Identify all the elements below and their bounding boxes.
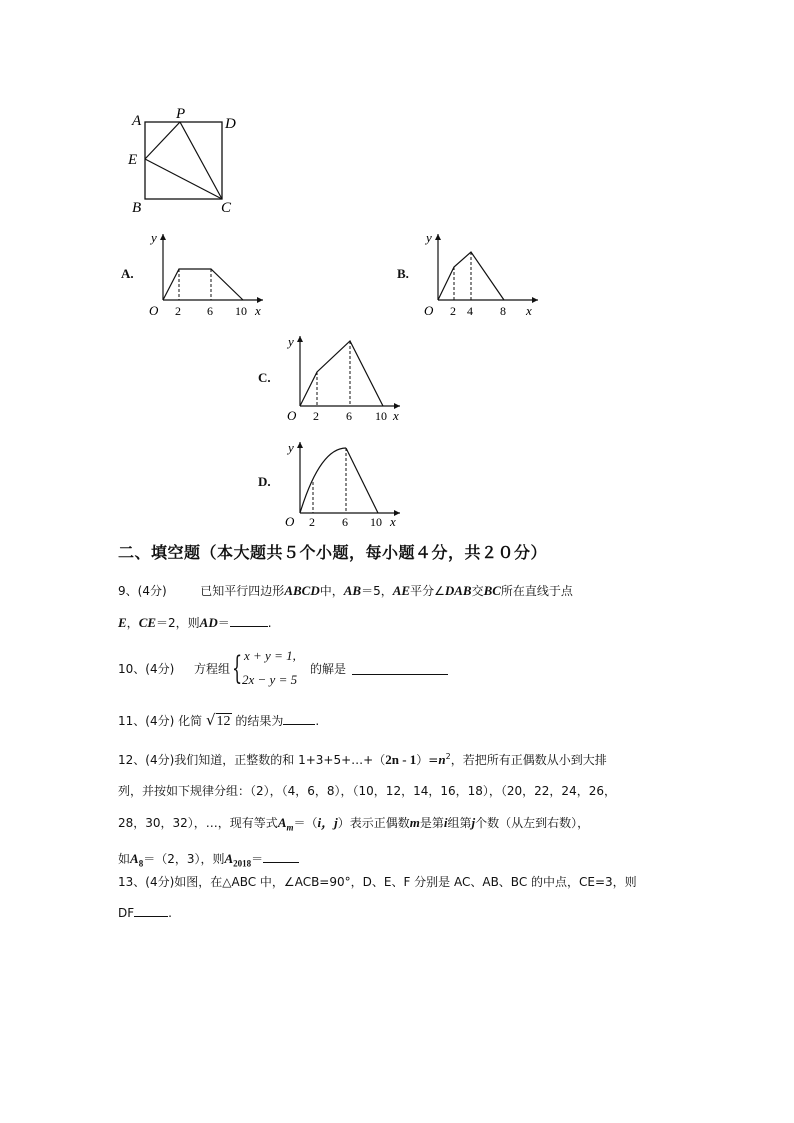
- math-term: AD: [199, 615, 218, 630]
- tick-label: 6: [342, 515, 348, 528]
- answer-blank[interactable]: [134, 902, 168, 917]
- tick-label: 6: [346, 409, 352, 423]
- question-9: [118, 575, 678, 639]
- question-text: 化简: [178, 714, 203, 728]
- question-text: 28，30，32），…，现有等式: [118, 816, 278, 830]
- y-axis-label: y: [151, 230, 157, 245]
- math-term: E: [118, 615, 127, 630]
- math-subscript: 2018: [233, 858, 252, 869]
- question-text: ＝: [251, 852, 264, 867]
- math-term: m: [409, 815, 420, 830]
- x-axis-label: x: [390, 514, 396, 528]
- question-text: DF: [118, 906, 135, 920]
- question-text: ，若把所有正偶数从小到大排: [450, 753, 607, 767]
- tick-label: 6: [207, 304, 213, 318]
- question-text: 列，并按如下规律分组：（2），（4，6，8），（10，12，14，16，18），（20，22，24，26，: [118, 784, 616, 798]
- math-term: AB: [343, 583, 362, 598]
- math-term: AE: [392, 583, 411, 598]
- question-12: [118, 741, 678, 880]
- y-axis-label: y: [288, 334, 294, 349]
- origin-label: O: [287, 408, 297, 423]
- question-text: .: [315, 714, 320, 728]
- tick-label: 10: [370, 515, 382, 528]
- question-text: 的结果为: [235, 714, 284, 728]
- question-number: 12、(4分): [118, 753, 175, 767]
- question-13: [118, 867, 678, 929]
- math-subscript: m: [286, 822, 294, 833]
- math-term: 2n - 1: [385, 752, 417, 767]
- sqrt-radicand: 12: [216, 714, 231, 729]
- option-c-graph: [282, 332, 407, 424]
- option-d-label: D.: [258, 474, 271, 489]
- question-text: ＝: [217, 616, 230, 630]
- origin-label: O: [424, 303, 434, 318]
- label-e: E: [128, 152, 138, 168]
- question-text: ＝（2，3），则: [143, 852, 225, 867]
- question-text: ，: [126, 616, 139, 630]
- tick-label: 2: [309, 515, 315, 528]
- question-text: 个数（从左到右数），: [475, 816, 590, 830]
- question-text: 所在直线于点: [500, 584, 573, 598]
- label-a: A: [132, 113, 142, 129]
- question-text: 中，: [319, 584, 344, 598]
- question-10: [118, 646, 678, 692]
- option-a-label: A.: [121, 266, 134, 281]
- question-number: 13、(4分): [118, 875, 175, 889]
- x-axis-label: x: [255, 303, 261, 318]
- tick-label: 4: [467, 304, 473, 318]
- math-term: DAB: [444, 583, 472, 598]
- question-text: 交: [471, 584, 484, 598]
- option-c-label: C.: [258, 370, 271, 385]
- label-p: P: [176, 106, 186, 122]
- math-term: j: [471, 815, 476, 830]
- answer-blank[interactable]: [230, 612, 268, 627]
- math-term: A: [277, 815, 287, 830]
- question-text: 方程组: [194, 662, 231, 676]
- question-text: ＝5，: [361, 584, 393, 598]
- square-figure: [120, 102, 250, 217]
- y-axis-label: y: [288, 440, 294, 455]
- question-text: 已知平行四边形: [200, 584, 285, 598]
- question-text: 如: [118, 852, 131, 867]
- tick-label: 8: [500, 304, 506, 318]
- section-title: 二、填空题（本大题共５个小题，每小题４分，共２０分）: [118, 543, 548, 562]
- equation-line: 2x − y = 5: [242, 672, 298, 687]
- math-term: i，j: [317, 815, 338, 830]
- math-subscript: 8: [138, 858, 144, 869]
- answer-blank[interactable]: [283, 710, 315, 725]
- question-text: 我们知道，正整数的和 1+3+5+…+（: [174, 753, 386, 767]
- question-text: 平分∠: [410, 584, 445, 598]
- origin-label: O: [285, 514, 295, 528]
- question-text: ）=: [416, 753, 439, 767]
- math-superscript: 2: [445, 752, 451, 761]
- label-b: B: [132, 200, 142, 216]
- math-term: CE: [138, 615, 157, 630]
- y-axis-label: y: [426, 230, 432, 245]
- equation-line: x + y = 1,: [244, 648, 296, 663]
- option-b-label: B.: [397, 266, 409, 281]
- math-term: n: [438, 752, 446, 767]
- x-axis-label: x: [393, 408, 399, 423]
- math-term: BC: [483, 583, 501, 598]
- question-11: [118, 705, 678, 737]
- question-text: 是第: [419, 816, 444, 830]
- question-text: ＝（: [293, 816, 318, 830]
- tick-label: 10: [375, 409, 387, 423]
- math-term: A: [130, 851, 139, 867]
- option-a-graph: [145, 228, 270, 320]
- math-term: A: [224, 851, 234, 867]
- tick-label: 2: [450, 304, 456, 318]
- origin-label: O: [149, 303, 159, 318]
- tick-label: 2: [175, 304, 181, 318]
- question-text: ＝2，则: [156, 616, 200, 630]
- math-term: ABCD: [284, 583, 320, 598]
- question-number: 11、(4分): [118, 714, 175, 728]
- question-text: 的解是: [310, 662, 347, 676]
- option-d-graph: [282, 436, 407, 528]
- tick-label: 2: [313, 409, 319, 423]
- question-text: .: [168, 906, 172, 920]
- question-number: 9、(4分): [118, 584, 167, 598]
- question-text: .: [267, 616, 272, 630]
- question-text: 组第: [447, 816, 472, 830]
- label-d: D: [225, 116, 236, 132]
- answer-blank[interactable]: [263, 848, 299, 863]
- math-term: i: [443, 815, 448, 830]
- brace: {: [232, 649, 243, 687]
- question-text: ）表示正偶数: [337, 816, 410, 830]
- option-b-graph: [420, 228, 545, 320]
- answer-blank[interactable]: [352, 660, 448, 675]
- sqrt-symbol: √: [205, 711, 216, 729]
- question-text: 如图，在△ABC 中，∠ACB=90°，D、E、F 分别是 AC、AB、BC 的中点，CE=3，则: [174, 875, 637, 889]
- question-number: 10、(4分): [118, 662, 175, 676]
- tick-label: 10: [235, 304, 247, 318]
- label-c: C: [221, 200, 232, 216]
- x-axis-label: x: [526, 303, 532, 318]
